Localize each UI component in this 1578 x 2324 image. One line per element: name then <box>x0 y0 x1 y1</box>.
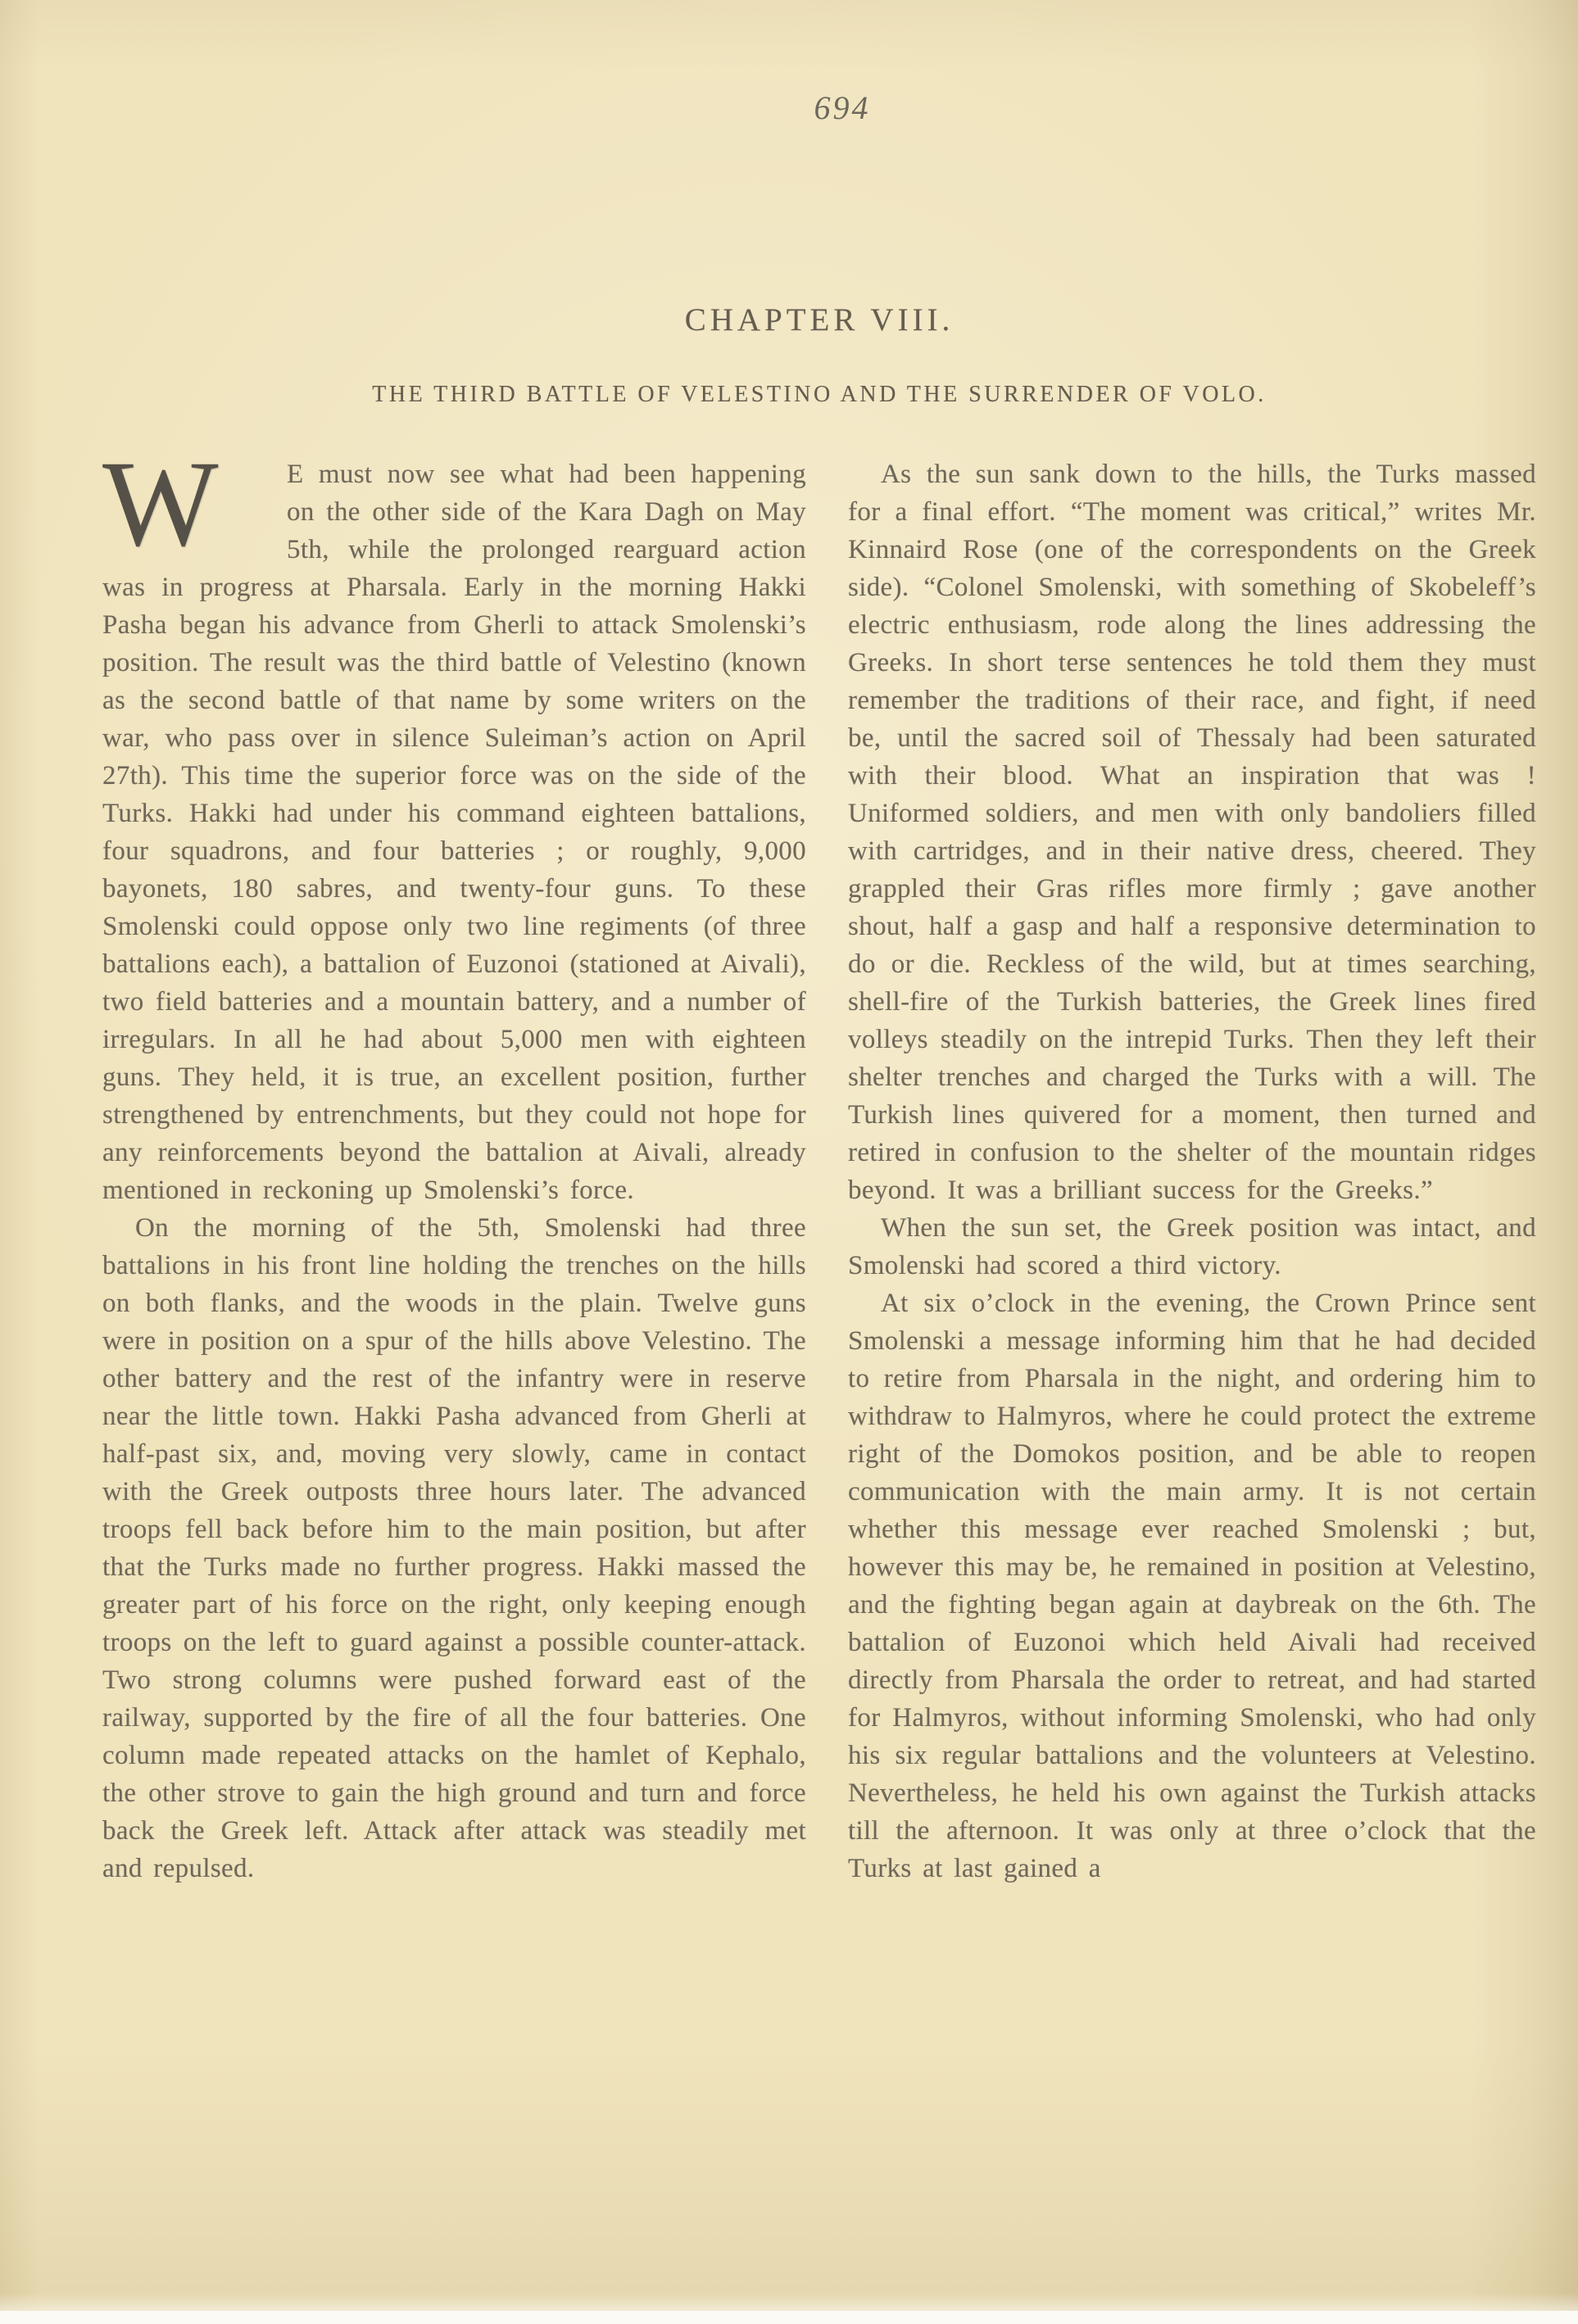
scan-bottom-edge <box>0 2311 1578 2324</box>
chapter-subtitle: THE THIRD BATTLE OF VELESTINO AND THE SURRENDER OF VOLO. <box>372 382 1267 407</box>
text-columns <box>102 436 1536 1887</box>
left-column <box>102 436 806 1887</box>
paragraph-text: E must now see what had been happening on the other side of the Kara Dagh on May 5th, while the prolonged rearguard action was in progress at Pharsala. Early in the morning Hakki Pasha began his advance from Gherli to attack Smolenski’s position. The result was the third battle of Velestino (known as the second battle of that name by some writers on the war, who pass over in silence Suleiman’s action on April 27th). This time the superior force was on the side of the Turks. Hakki had under his command eighteen battalions, four squadrons, and four batteries ; or roughly, 9,000 bayonets, 180 sabres, and twenty-four guns. To these Smolenski could oppose only two line regiments (of three battalions each), a battalion of Euzonoi (stationed at Aivali), two field batteries and a mountain battery, and a number of irregulars. In all he had about 5,000 men with eighteen guns. They held, it is true, an excellent position, further strengthened by entrenchments, but they could not hope for any reinforcements beyond the battalion at Aivali, already mentioned in reckoning up Smolenski’s force. <box>102 460 806 1205</box>
paragraph: As the sun sank down to the hills, the Turks massed for a final effort. “The moment was critical,” writes Mr. Kinnaird Rose (one of the correspondents on the Greek side). “Colonel Smolenski, with something of Skobeleff’s electric enthusiasm, rode along the lines addressing the Greeks. In short terse sentences he told them they must remember the traditions of their race, and fight, if need be, until the sacred soil of Thessaly had been saturated with their blood. What an inspiration that was ! Uniformed soldiers, and men with only bandoliers filled with cartridges, and in their native dress, cheered. They grappled their Gras rifles more firmly ; gave another shout, half a gasp and half a responsive determination to do or die. Reckless of the wild, but at times searching, shell-fire of the Turkish batteries, the Greek lines fired volleys steadily on the intrepid Turks. Then they left their shelter trenches and charged the Turks with a will. The Turkish lines quivered for a moment, then turned and retired in confusion to the shelter of the mountain ridges beyond. It was a brilliant success for the Greeks.” <box>848 460 1536 1205</box>
paragraph: When the sun set, the Greek position was intact, and Smolenski had scored a third victory. <box>848 1213 1536 1280</box>
paragraph-opening <box>102 436 806 1209</box>
drop-cap-initial: W <box>102 436 219 572</box>
right-column <box>848 455 1536 1887</box>
paragraph: At six o’clock in the evening, the Crown Prince sent Smolenski a message informing him that he had decided to retire from Pharsala in the night, and ordering him to withdraw to Halmyros, where he could protect the extreme right of the Domokos position, and be able to reopen communication with the main army. It is not certain whether this message ever reached Smolenski ; but, however this may be, he remained in position at Velestino, and the fighting began again at daybreak on the 6th. The battalion of Euzonoi which held Aivali had received directly from Pharsala the order to retreat, and had started for Halmyros, without informing Smolenski, who had only his six regular battalions and the volunteers at Velestino. Nevertheless, he held his own against the Turkish attacks till the afternoon. It was only at three o’clock that the Turks at last gained a <box>848 1289 1536 1883</box>
scan-bottom-fade <box>0 2293 1578 2311</box>
page-number: 694 <box>814 89 871 126</box>
chapter-heading: CHAPTER VIII. <box>684 302 955 338</box>
paragraph: On the morning of the 5th, Smolenski had three battalions in his front line holding the trenches on the hills on both flanks, and the woods in the plain. Twelve guns were in position on a spur of the hills above Velestino. The other battery and the rest of the infantry were in reserve near the little town. Hakki Pasha advanced from Gherli at half-past six, and, moving very slowly, came in contact with the Greek outposts three hours later. The advanced troops fell back before him to the main position, but after that the Turks made no further progress. Hakki massed the greater part of his force on the right, only keeping enough troops on the left to guard against a possible counter-attack. Two strong columns were pushed forward east of the railway, supported by the fire of all the four batteries. One column made repeated attacks on the hamlet of Kephalo, the other strove to gain the high ground and turn and force back the Greek left. Attack after attack was steadily met and repulsed. <box>102 1213 806 1883</box>
